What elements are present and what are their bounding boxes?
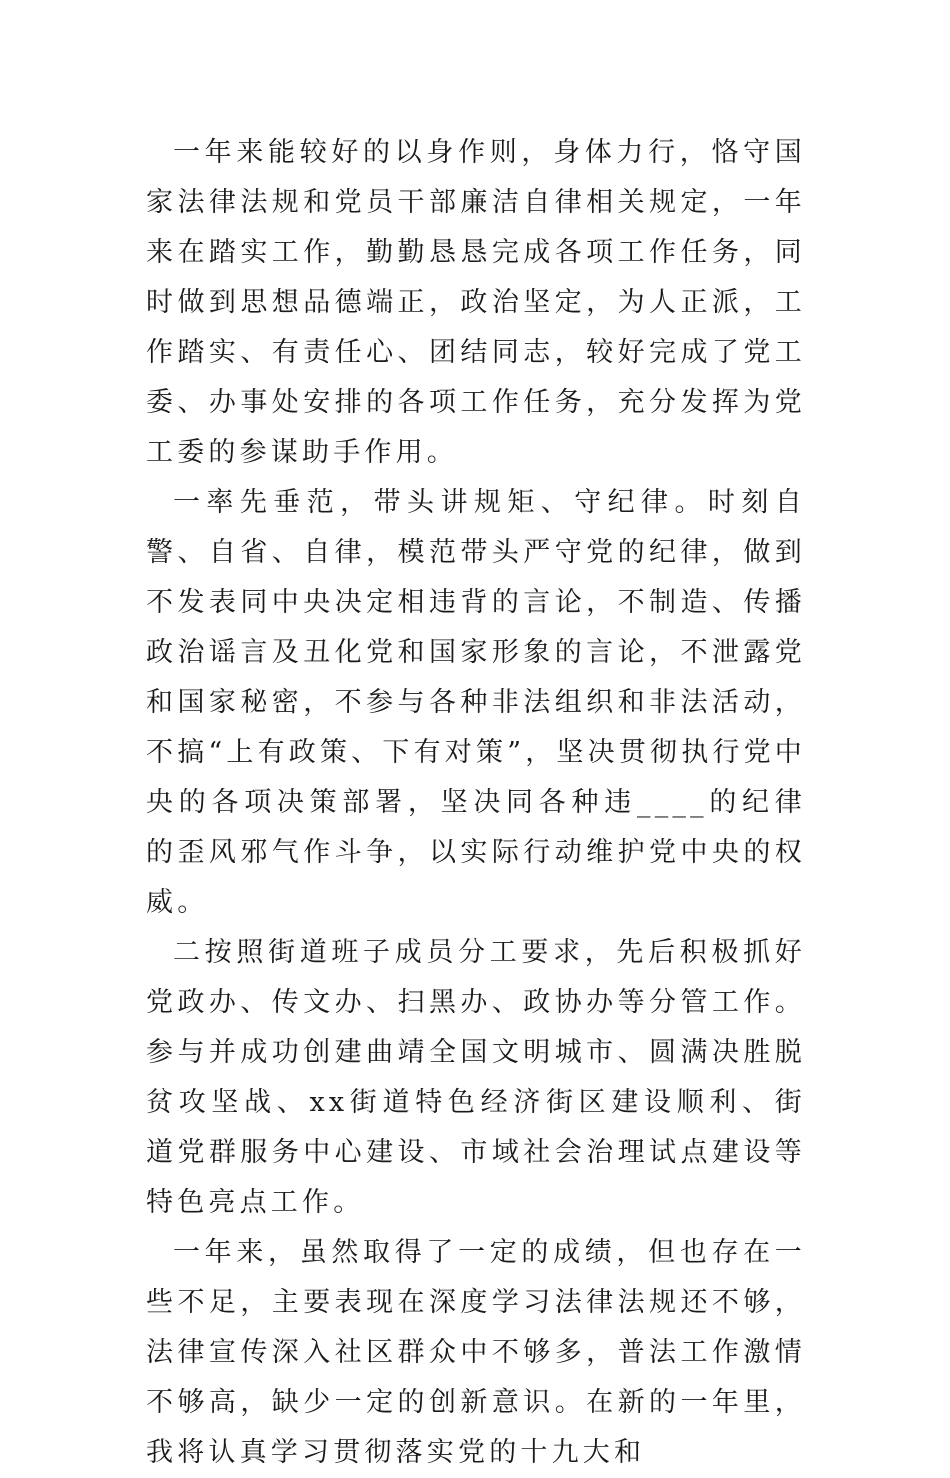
paragraph-self-discipline: 一年来能较好的以身作则，身体力行，恪守国家法律法规和党员干部廉洁自律相关规定，一年来在踏实工作，勤勤恳恳完成各项工作任务，同时做到思想品德端正，政治坚定，为人正派，工作踏实、有责任心、团结同志，较好完成了党工委、办事处安排的各项工作任务，充分发挥为党工委的参谋助手作用。 (146, 137, 806, 468)
paragraph-shortcomings: 一年来，虽然取得了一定的成绩，但也存在一些不足，主要表现在深度学习法律法规还不够，法律宣传深入社区群众中不够多，普法工作激情不够高，缺少一定的创新意识。在新的一年里，我将认真学习贯彻落实党的十九大和 (146, 1237, 806, 1468)
paragraph-lead-by-example: 一率先垂范，带头讲规矩、守纪律。时刻自警、自省、自律，模范带头严守党的纪律，做到不发表同中央决定相违背的言论，不制造、传播政治谣言及丑化党和国家形象的言论，不泄露党和国家秘密，不参与各种非法组织和非法活动，不搞“上有政策、下有对策”，坚决贯彻执行党中央的各项决策部署，坚决同各种违____的纪律的歪风邪气作斗争，以实际行动维护党中央的权威。 (146, 487, 807, 918)
document-body (146, 128, 806, 1478)
paragraph-division-of-work: 二按照街道班子成员分工要求，先后积极抓好党政办、传文办、扫黑办、政协办等分管工作。参与并成功创建曲靖全国文明城市、圆满决胜脱贫攻坚战、xx街道特色经济街区建设顺利、街道党群服务中心建设、市域社会治理试点建设等特色亮点工作。 (146, 937, 806, 1218)
